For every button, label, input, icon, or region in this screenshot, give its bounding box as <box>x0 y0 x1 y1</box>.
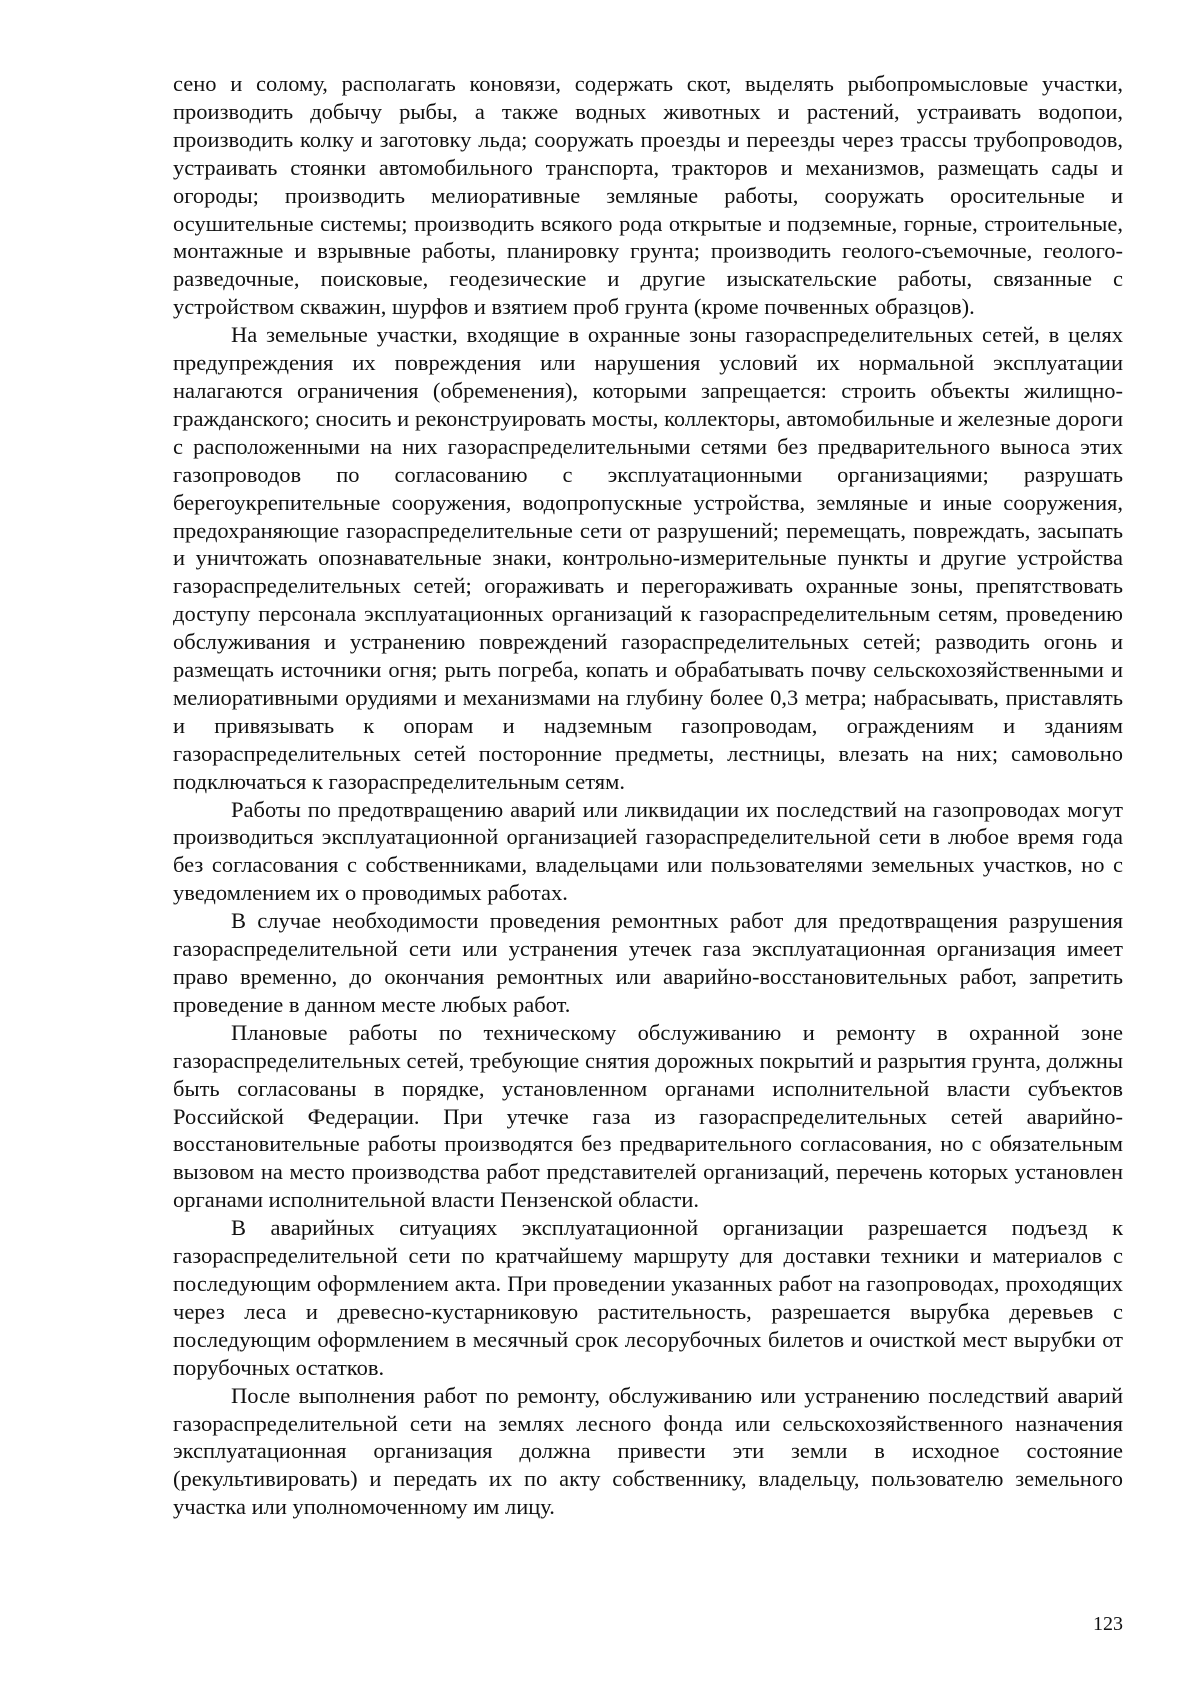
body-text <box>173 70 1123 1521</box>
page-number: 123 <box>1093 1613 1123 1635</box>
paragraph-accident-prevention: Работы по предотвращению аварий или ликвидации их последствий на газопроводах могут производиться эксплуатационной организацией газораспределительной сети в любое время года без согласования с собственниками, владельцами или пользователями земельных участков, но с уведомлением их о проводимых работах. <box>173 796 1123 906</box>
paragraph-emergency-situations: В аварийных ситуациях эксплуатационной организации разрешается подъезд к газораспределительной сети по кратчайшему маршруту для доставки техники и материалов с последующим оформлением акта. При проведении указанных работ на газопроводах, проходящих через леса и древесно-кустарниковую растительность, разрешается вырубка деревьев с последующим оформлением в месячный срок лесорубочных билетов и очисткой мест вырубки от порубочных остатков. <box>173 1215 1123 1380</box>
paragraph-planned-works: Плановые работы по техническому обслуживанию и ремонту в охранной зоне газораспределительных сетей, требующие снятия дорожных покрытий и разрытия грунта, должны быть согласованы в порядке, установленном органами исполнительной власти субъектов Российской Федерации. При утечке газа из газораспределительных сетей аварийно-восстановительные работы производятся без предварительного согласования, но с обязательным вызовом на место производства работ представителей организаций, перечень которых установлен органами исполнительной власти Пензенской области. <box>173 1019 1123 1213</box>
paragraph-restrictions: На земельные участки, входящие в охранные зоны газораспределительных сетей, в целях предупреждения их повреждения или нарушения условий их нормальной эксплуатации налагаются ограничения (обременения), которыми запрещается: строить объекты жилищно-гражданского; сносить и реконструировать мосты, коллекторы, автомобильные и железные дороги с расположенными на них газораспределительными сетями без предварительного выноса этих газопроводов по согласованию с эксплуатационными организациями; разрушать берегоукрепительные сооружения, водопропускные устройства, земляные и иные сооружения, предохраняющие газораспределительные сети от разрушений; перемещать, повреждать, засыпать и уничтожать опознавательные знаки, контрольно-измерительные пункты и другие устройства газораспределительных сетей; огораживать и перегораживать охранные зоны, препятствовать доступу персонала эксплуатационных организаций к газораспределительным сетям, проведению обслуживания и устранению повреждений газораспределительных сетей; разводить огонь и размещать источники огня; рыть погреба, копать и обрабатывать почву сельскохозяйственными и мелиоративными орудиями и механизмами на глубину более 0,3 метра; набрасывать, приставлять и привязывать к опорам и надземным газопроводам, ограждениям и зданиям газораспределительных сетей посторонние предметы, лестницы, влезать на них; самовольно подключаться к газораспределительным сетям. <box>173 322 1123 794</box>
paragraph-repair-necessity: В случае необходимости проведения ремонтных работ для предотвращения разрушения газораспределительной сети или устранения утечек газа эксплуатационная организация имеет право временно, до окончания ремонтных или аварийно-восстановительных работ, запретить проведение в данном месте любых работ. <box>173 908 1123 1017</box>
paragraph-recultivation: После выполнения работ по ремонту, обслуживанию или устранению последствий аварий газораспределительной сети на землях лесного фонда или сельскохозяйственного назначения эксплуатационная организация должна привести эти земли в исходное состояние (рекультивировать) и передать их по акту собственнику, владельцу, пользователю земельного участка или уполномоченному им лицу. <box>173 1382 1123 1520</box>
paragraph-continuation: сено и солому, располагать коновязи, содержать скот, выделять рыбопромысловые участки, производить добычу рыбы, а также водных животных и растений, устраивать водопои, производить колку и заготовку льда; сооружать проезды и переезды через трассы трубопроводов, устраивать стоянки автомобильного транспорта, тракторов и механизмов, размещать сады и огороды; производить мелиоративные земляные работы, сооружать оросительные и осушительные системы; производить всякого рода открытые и подземные, горные, строительные, монтажные и взрывные работы, планировку грунта; производить геолого-съемочные, геолого-разведочные, поисковые, геодезические и другие изыскательские работы, связанные с устройством скважин, шурфов и взятием проб грунта (кроме почвенных образцов). <box>173 71 1123 320</box>
